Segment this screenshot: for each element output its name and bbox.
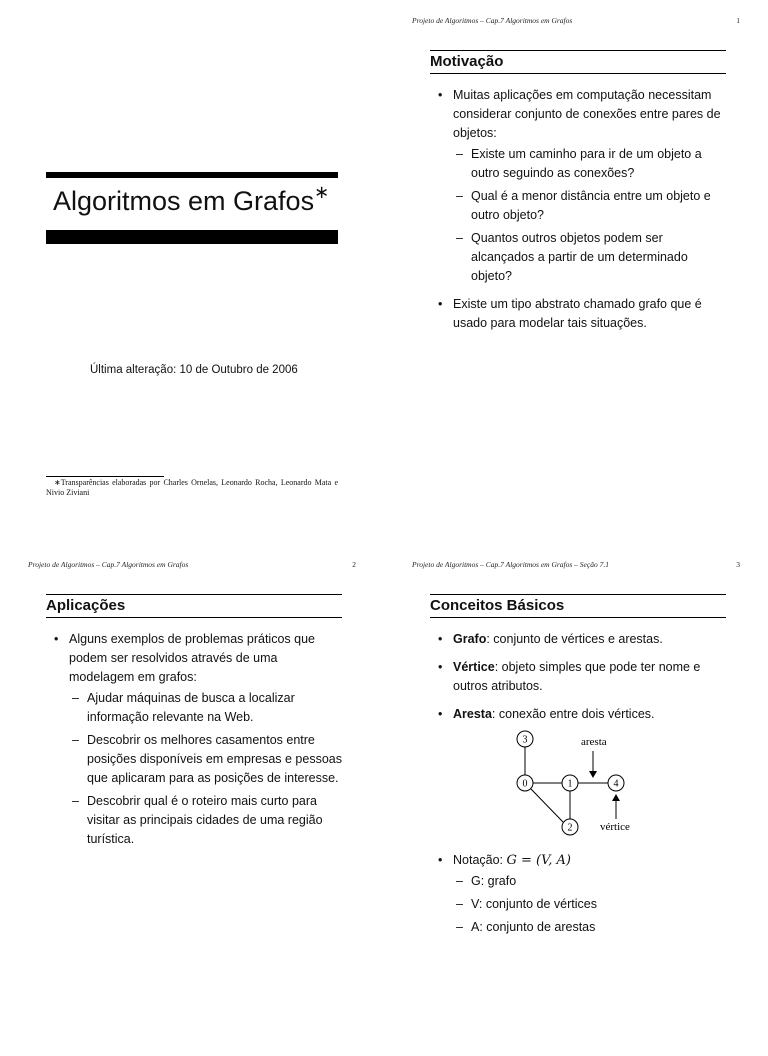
header-text: Projeto de Algoritmos – Cap.7 Algoritmos em Grafos – Seção 7.1 [412,560,609,569]
bottom-bar [46,230,338,244]
definition: : conjunto de vértices e arestas. [486,632,663,646]
bullet [46,630,342,849]
sub-bullet: – Descobrir os melhores casamentos entre posições disponíveis em empresas e pessoas que aplicaram para as posições de interesse. [69,731,342,788]
main-title-text: Algoritmos em Grafos [53,186,315,216]
slide-title: Aplicações [46,594,342,618]
title-slide [0,0,384,512]
sub-bullet: – Descobrir qual é o roteiro mais curto para visitar as principais cidades de uma região turística. [69,792,342,849]
bullet [430,851,726,937]
footnote: ∗Transparências elaboradas por Charles Ornelas, Leonardo Rocha, Leonardo Mata e Nivio Ziviani [46,478,338,497]
node-0 [517,775,533,791]
footnote-rule [46,476,164,477]
page-number: 1 [736,16,740,25]
slide-title: Motivação [430,50,726,74]
term-grafo: Grafo [453,632,487,646]
node-2 [562,819,578,835]
definition: : conexão entre dois vértices. [491,707,655,721]
sub-bullet: – Qual é a menor distância entre um objeto e outro objeto? [453,187,726,225]
sub-bullet: – G: grafo [453,872,726,891]
slide-header [412,560,740,572]
edge-0-2 [531,789,563,822]
node-label: 1 [567,778,573,790]
graph-diagram [430,729,730,845]
sub-bullet: – Ajudar máquinas de busca a localizar informação relevante na Web. [69,689,342,727]
slide-aplicacoes [0,544,384,1056]
header-text: Projeto de Algoritmos – Cap.7 Algoritmos em Grafos [412,16,573,25]
node-label: 3 [522,734,528,746]
node-label: 4 [613,778,619,790]
slide-header [28,560,356,572]
term-aresta: Aresta [453,707,492,721]
node-3 [517,731,533,747]
label-vertice: vértice [600,821,630,833]
node-label: 2 [567,822,573,834]
last-modified: Última alteração: 10 de Outubro de 2006 [90,364,298,376]
slide-header [412,16,740,28]
label-aresta: aresta [581,736,607,748]
sub-bullet: – Existe um caminho para ir de um objeto a outro seguindo as conexões? [453,145,726,183]
node-4 [608,775,624,791]
page-number: 3 [736,560,740,569]
slide-content [46,630,342,858]
slide-conceitos-basicos [384,544,768,1056]
bullet-text: Alguns exemplos de problemas práticos que podem ser resolvidos através de uma modelagem em grafos: [69,632,315,684]
node-1 [562,775,578,791]
bullet [430,295,726,333]
header-text: Projeto de Algoritmos – Cap.7 Algoritmos em Grafos [28,560,189,569]
term-vertice: Vértice [453,660,495,674]
bullet [430,658,726,696]
notation-math: G = (V, A) [506,853,571,868]
bullet-text: Muitas aplicações em computação necessitam considerar conjunto de conexões entre pares de objetos: [453,88,721,140]
slide-content [430,630,726,946]
slide-content [430,86,726,342]
slide-title: Conceitos Básicos [430,594,726,618]
sub-bullet: – V: conjunto de vértices [453,895,726,914]
node-label: 0 [522,778,528,790]
page-number: 2 [352,560,356,569]
bullet [430,630,726,649]
main-title [53,184,329,217]
sub-bullet: – A: conjunto de arestas [453,918,726,937]
bullet-text: Existe um tipo abstrato chamado grafo que é usado para modelar tais situações. [453,297,702,330]
definition: : objeto simples que pode ter nome e outros atributos. [453,660,701,693]
sub-bullet: – Quantos outros objetos podem ser alcançados a partir de um determinado objeto? [453,229,726,286]
title-footnote-mark: ∗ [314,182,330,202]
notation-label: Notação: [453,853,507,867]
bullet [430,86,726,286]
bullet [430,705,726,724]
slide-motivacao [384,0,768,512]
top-bar [46,172,338,178]
